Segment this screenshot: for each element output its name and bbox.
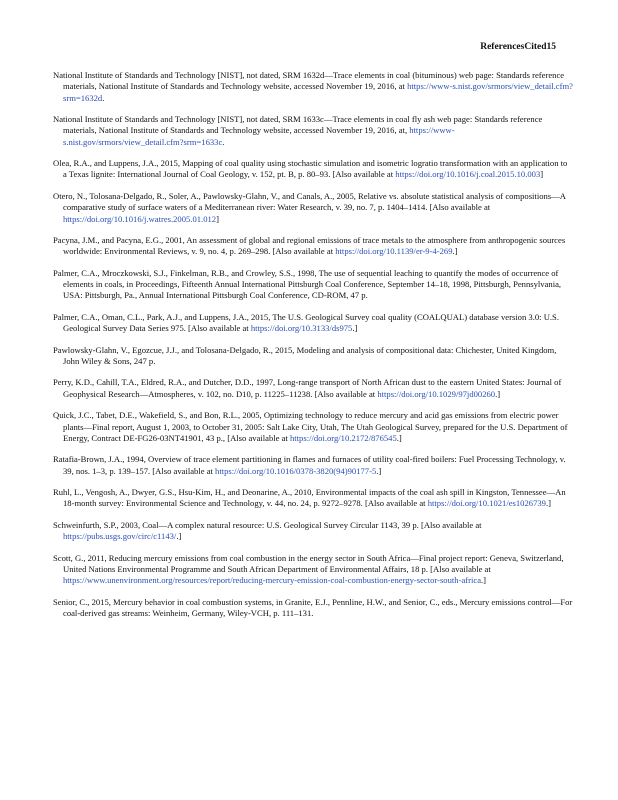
reference-text: Senior, C., 2015, Mercury behavior in coal combustion systems, in Granite, E.J., Pennline, H.W., and Senior, C., eds., Mercury emissions control—For coal-derived gas streams: Weinheim, Germany, Wiley-VCH, p. 111–131.: [53, 596, 573, 619]
reference-tail: .: [222, 136, 225, 147]
reference-link[interactable]: https://www-s.nist.gov/srmors/view_detail.cfm?srm=1632d: [63, 81, 573, 103]
reference-link[interactable]: https://doi.org/10.3133/ds975: [250, 323, 353, 334]
reference-text: Olea, R.A., and Luppens, J.A., 2015, Mapping of coal quality using stochastic simulation and isometric logratio transformation with an application to a Texas lignite: International Journal of Coal Geology, v. 152, pt. B, p. 80–93. [Also available at: [53, 158, 568, 180]
reference-tail: .]: [176, 531, 182, 542]
reference-link[interactable]: https://www.unenvironment.org/resources/report/reducing-mercury-emission-coal-combustion-energy-sector-south-africa: [63, 575, 482, 586]
reference-item: [53, 235, 573, 258]
reference-item: [53, 158, 573, 181]
reference-item: [53, 114, 573, 148]
reference-link[interactable]: https://doi.org/10.1016/0378-3820(94)90177-5: [215, 465, 377, 476]
reference-text: Schweinfurth, S.P., 2003, Coal—A complex natural resource: U.S. Geological Survey Circular 1143, 39 p. [Also available at: [53, 519, 482, 530]
reference-text: Pacyna, J.M., and Pacyna, E.G., 2001, An assessment of global and regional emissions of trace metals to the atmosphere from anthropogenic sources worldwide: Environmental Reviews, v. 9, no. 4, p. 269–298. [Also available at: [53, 235, 566, 257]
reference-text: Palmer, C.A., Oman, C.L., Park, A.J., and Luppens, J.A., 2015, The U.S. Geological Survey coal quality (COALQUAL) database version 3.0: U.S. Geological Survey Data Series 975. [Also available at: [53, 311, 559, 334]
reference-text: Ratafia-Brown, J.A., 1994, Overview of trace element partitioning in flames and furnaces of utility coal-fired boilers: Fuel Processing Technology, v. 39, nos. 1–3, p. 139–157. [Also available at: [53, 454, 566, 476]
reference-item: [53, 312, 573, 335]
reference-text: Otero, N., Tolosana-Delgado, R., Soler, A., Pawlowsky-Glahn, V., and Canals, A., 2005, Relative vs. absolute statistical analysis of compositions—A comparative study of surface waters of a Mediterranean river: Water Research, v. 39, no. 7, p. 1404–1414. [Also available at: [53, 190, 566, 213]
reference-tail: .]: [545, 498, 551, 509]
reference-item: [53, 520, 573, 543]
reference-link[interactable]: https://doi.org/10.1139/er-9-4-269: [335, 246, 453, 257]
reference-list: [53, 70, 573, 630]
reference-text: Scott, G., 2011, Reducing mercury emissions from coal combustion in the energy sector in South Africa—Final project report: Geneva, Switzerland, United Nations Environmental Programme and South African Department of Environmental Affairs, 18 p. [Also available at: [53, 552, 564, 574]
reference-link[interactable]: https://doi.org/10.1021/es1026739: [427, 498, 546, 509]
reference-item: [53, 410, 573, 444]
reference-tail: .]: [352, 323, 358, 334]
reference-link[interactable]: https://doi.org/10.1029/97jd00260: [377, 388, 496, 399]
reference-text: Quick, J.C., Tabet, D.E., Wakefield, S., and Bon, R.L., 2005, Optimizing technology to reduce mercury and acid gas emissions from electric power plants—Final report, August 1, 2003, to October 31, 2005: Salt Lake City, Utah, The Utah Geological Survey, prepared for the U.S. Department of Energy, Contract DE-FG26-03NT41901, 43 p., [Also available at: [53, 410, 568, 443]
reference-tail: ]: [216, 213, 219, 224]
reference-item: [53, 268, 573, 302]
reference-tail: .]: [481, 575, 487, 586]
reference-link[interactable]: https://pubs.usgs.gov/circ/c1143/: [63, 531, 177, 542]
reference-tail: .]: [452, 246, 458, 257]
running-head: ReferencesCited15: [480, 42, 556, 52]
reference-text: National Institute of Standards and Technology [NIST], not dated, SRM 1633c—Trace elements in coal fly ash web page: Standards reference materials, National Institute of Standards and Technology website, accessed November 19, 2016, at,: [53, 114, 543, 136]
reference-link[interactable]: https://doi.org/10.1016/j.watres.2005.01.012: [63, 213, 217, 224]
reference-tail: .]: [396, 432, 402, 443]
reference-link[interactable]: https://doi.org/10.2172/876545: [289, 432, 397, 443]
reference-item: [53, 553, 573, 587]
reference-item: [53, 70, 573, 104]
reference-item: [53, 454, 573, 477]
reference-item: [53, 597, 573, 620]
reference-text: Pawlowsky-Glahn, V., Egozcue, J.J., and Tolosana-Delgado, R., 2015, Modeling and analysis of compositional data: Chichester, United Kingdom, John Wiley & Sons, 247 p.: [53, 344, 557, 366]
reference-item: [53, 487, 573, 510]
reference-text: Perry, K.D., Cahill, T.A., Eldred, R.A., and Dutcher, D.D., 1997, Long-range transport of North African dust to the eastern United States: Journal of Geophysical Research—Atmospheres, v. 102, no. D10, p. 11225–11238. [Also available at: [53, 377, 562, 399]
reference-tail: ]: [540, 169, 544, 180]
reference-text: Ruhl, L., Vengosh, A., Dwyer, G.S., Hsu-Kim, H., and Deonarine, A., 2010, Environmental impacts of the coal ash spill in Kingston, Tennessee—An 18-month survey: Environmental Science and Technology, v. 44, no. 24, p. 9272–9278. [Also available at: [53, 487, 566, 509]
reference-text: Palmer, C.A., Mroczkowski, S.J., Finkelman, R.B., and Crowley, S.S., 1998, The use of sequential leaching to quantify the modes of occurrence of elements in coals, in Proceedings, Fifteenth Annual International Pittsburgh Coal Conference, September 14–18, 1998, Pittsburgh, Pennsylvania, USA: Pittsburgh, Pa., Annual International Pittsburgh Coal Conference, CD-ROM, 47 p.: [53, 267, 562, 301]
reference-item: [53, 345, 573, 368]
reference-item: [53, 191, 573, 225]
reference-tail: .: [102, 92, 105, 103]
reference-tail: .]: [495, 388, 501, 399]
reference-link[interactable]: https://doi.org/10.1016/j.coal.2015.10.003: [395, 169, 541, 180]
reference-tail: .]: [376, 465, 382, 476]
reference-item: [53, 377, 573, 400]
reference-text: National Institute of Standards and Technology [NIST], not dated, SRM 1632d—Trace elements in coal (bituminous) web page: Standards reference materials, National Institute of Standards and Technology website, accessed November 19, 2016, at: [53, 70, 565, 92]
reference-link[interactable]: https://www-s.nist.gov/srmors/view_detail.cfm?srm=1633c: [63, 125, 455, 147]
